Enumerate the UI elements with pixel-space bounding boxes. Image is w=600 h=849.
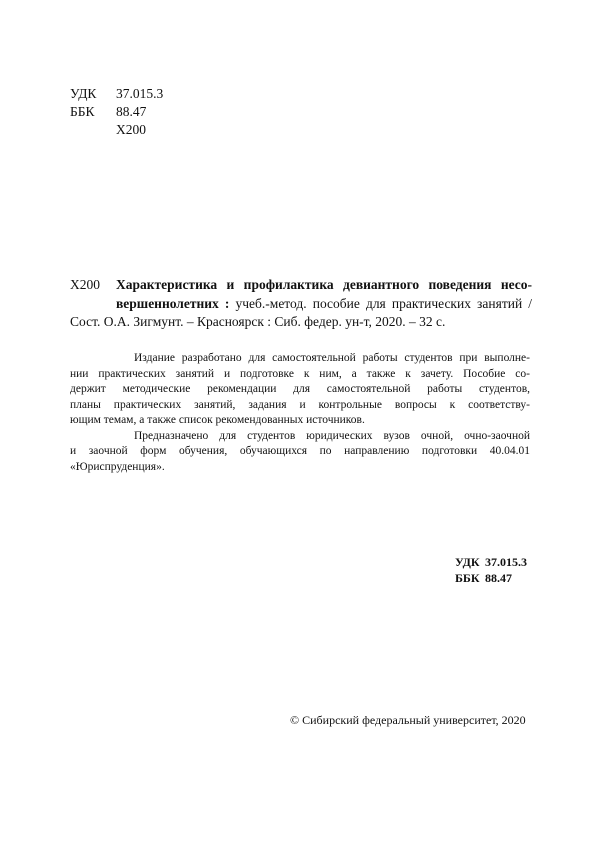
abstract-line: держит методические рекомендации для самостоятельной работы студентов, [70, 383, 530, 395]
entry-publication-type: учеб.-метод. пособие для практических занятий / [235, 295, 533, 311]
bbk-label-bottom: ББК [455, 571, 480, 585]
abstract-paragraph-2 [70, 429, 530, 476]
entry-line-3: Сост. О.А. Зигмунт. – Красноярск : Сиб. федер. ун-т, 2020. – 32 с. [70, 314, 446, 329]
abstract-line: ющим темам, а также список рекомендованных источников. [70, 414, 365, 426]
entry-title-line-2: вершеннолетних : [116, 295, 230, 311]
abstract-line: и заочной форм обучения, обучающихся по направлению подготовки 40.04.01 [70, 445, 530, 457]
bbk-value-bottom: 88.47 [485, 571, 512, 585]
abstract-line: нии практических занятий и подготовке к ним, а также к зачету. Пособие со- [70, 367, 530, 380]
abstract-line: Издание разработано для самостоятельной работы студентов при выполне- [134, 352, 530, 364]
udk-row-bottom [455, 554, 527, 570]
udk-row [70, 85, 163, 103]
abstract [70, 351, 530, 475]
udk-value-bottom: 37.015.3 [485, 555, 527, 569]
udk-value: 37.015.3 [116, 86, 164, 101]
classification-block-bottom [455, 554, 527, 586]
bbk-value: 88.47 [116, 104, 147, 119]
bibliographic-entry [70, 276, 532, 332]
udk-label: УДК [70, 86, 97, 101]
udk-label-bottom: УДК [455, 555, 480, 569]
bbk-label: ББК [70, 104, 95, 119]
bbk-row-bottom [455, 570, 527, 586]
author-code-row [70, 121, 163, 139]
abstract-line: «Юриспруденция». [70, 460, 165, 473]
copyright-notice: © Сибирский федеральный университет, 2020 [290, 713, 526, 727]
classification-block-top [70, 85, 163, 139]
abstract-line: планы практических занятий, задания и контрольные вопросы к соответству- [70, 398, 530, 411]
entry-title-line-1: Характеристика и профилактика девиантного поведения несо- [116, 277, 532, 292]
abstract-paragraph-1 [70, 351, 530, 429]
author-code: Х200 [116, 122, 146, 137]
entry-line-2 [116, 295, 532, 314]
bbk-row [70, 103, 163, 121]
entry-author-code: Х200 [70, 277, 100, 292]
abstract-line: Предназначено для студентов юридических вузов очной, очно-заочной [134, 429, 530, 442]
